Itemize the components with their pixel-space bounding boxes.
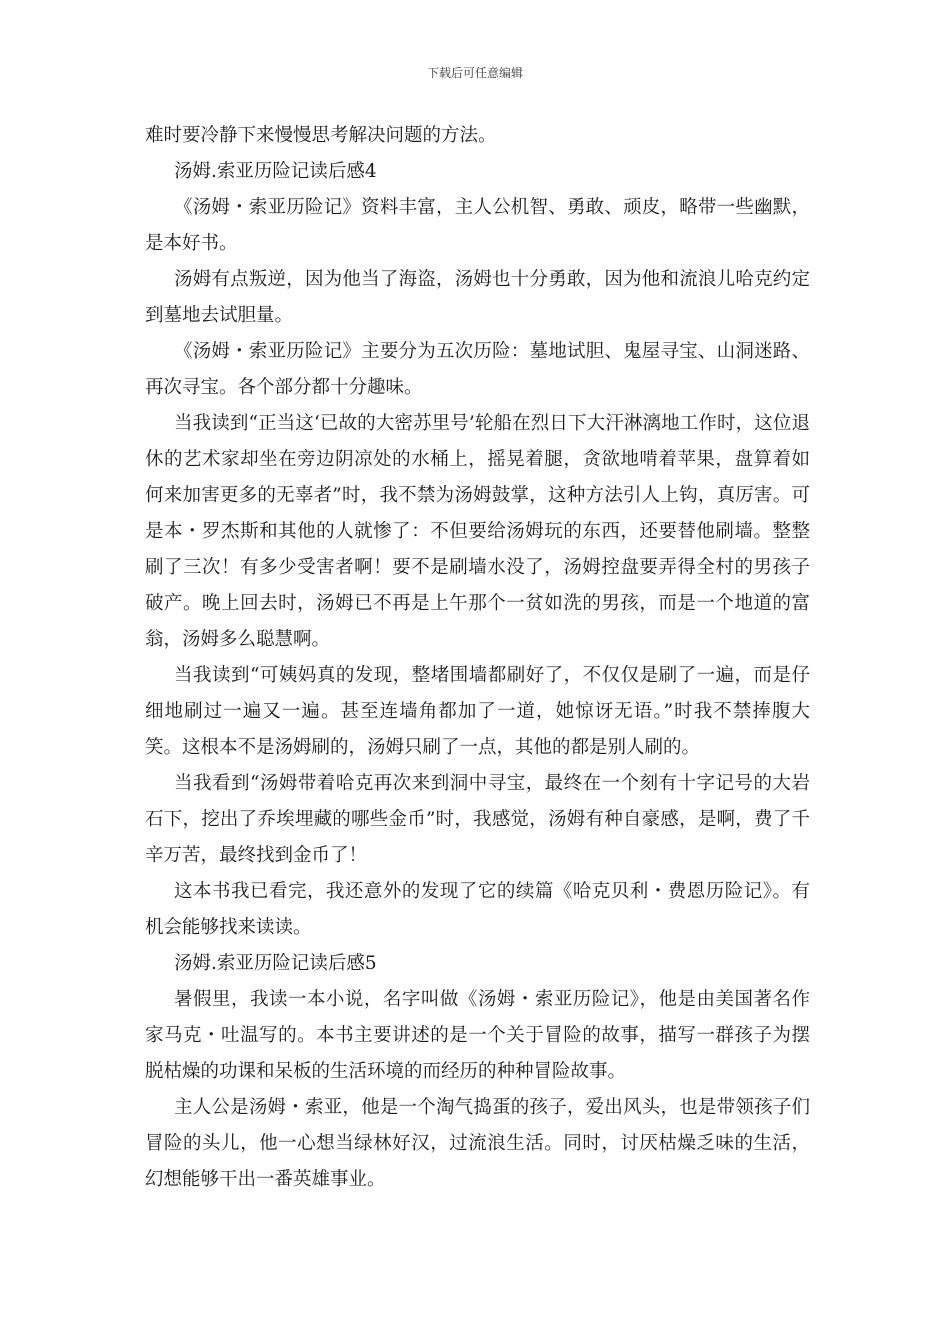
- document-body: [145, 118, 810, 1198]
- paragraph: 《汤姆・索亚历险记》资料丰富，主人公机智、勇敢、顽皮，略带一些幽默，是本好书。: [145, 197, 810, 254]
- paragraph: 主人公是汤姆・索亚，他是一个淘气捣蛋的孩子，爱出风头，也是带领孩子们冒险的头儿，他一心想当绿林好汉，过流浪生活。同时，讨厌枯燥乏味的生活，幻想能够干出一番英雄事业。: [145, 1097, 810, 1190]
- paragraph: 当我看到“汤姆带着哈克再次来到洞中寻宝，最终在一个刻有十字记号的大岩石下，挖出了乔埃埋藏的哪些金币”时，我感觉，汤姆有种自豪感，是啊，费了千辛万苦，最终找到金币了！: [145, 773, 810, 866]
- page-header: 下载后可任意编辑: [426, 66, 523, 80]
- section-heading: 汤姆.索亚历险记读后感4: [174, 161, 377, 182]
- paragraph: 汤姆有点叛逆，因为他当了海盗，汤姆也十分勇敢，因为他和流浪儿哈克约定到墓地去试胆量。: [145, 269, 810, 326]
- paragraph: 当我读到“正当这‘已故的大密苏里号’轮船在烈日下大汗淋漓地工作时，这位退休的艺术家却坐在旁边阴凉处的水桶上，摇晃着腿，贪欲地啃着苹果，盘算着如何来加害更多的无辜者”时，我不禁为汤姆鼓掌，这种方法引人上钩，真厉害。可是本・罗杰斯和其他的人就惨了：不但要给汤姆玩的东西，还要替他刷墙。整整刷了三次！有多少受害者啊！要不是刷墙水没了，汤姆控盘要弄得全村的男孩子破产。晚上回去时，汤姆已不再是上午那个一贫如洗的男孩，而是一个地道的富翁，汤姆多么聪慧啊。: [145, 413, 810, 650]
- paragraph: 这本书我已看完，我还意外的发现了它的续篇《哈克贝利・费恩历险记》。有机会能够找来读读。: [145, 881, 810, 938]
- section-heading: 汤姆.索亚历险记读后感5: [174, 953, 377, 974]
- paragraph: 《汤姆・索亚历险记》主要分为五次历险：墓地试胆、鬼屋寻宝、山洞迷路、再次寻宝。各个部分都十分趣味。: [145, 341, 810, 398]
- paragraph: 暑假里，我读一本小说，名字叫做《汤姆・索亚历险记》，他是由美国著名作家马克・吐温写的。本书主要讲述的是一个关于冒险的故事，描写一群孩子为摆脱枯燥的功课和呆板的生活环境的而经历的种种冒险故事。: [145, 989, 810, 1082]
- paragraph: 难时要冷静下来慢慢思考解决问题的方法。: [145, 125, 497, 146]
- paragraph: 当我读到“可姨妈真的发现，整堵围墙都刷好了，不仅仅是刷了一遍，而是仔细地刷过一遍又一遍。甚至连墙角都加了一道，她惊讶无语。”时我不禁捧腹大笑。这根本不是汤姆刷的，汤姆只刷了一点，其他的都是别人刷的。: [145, 665, 810, 758]
